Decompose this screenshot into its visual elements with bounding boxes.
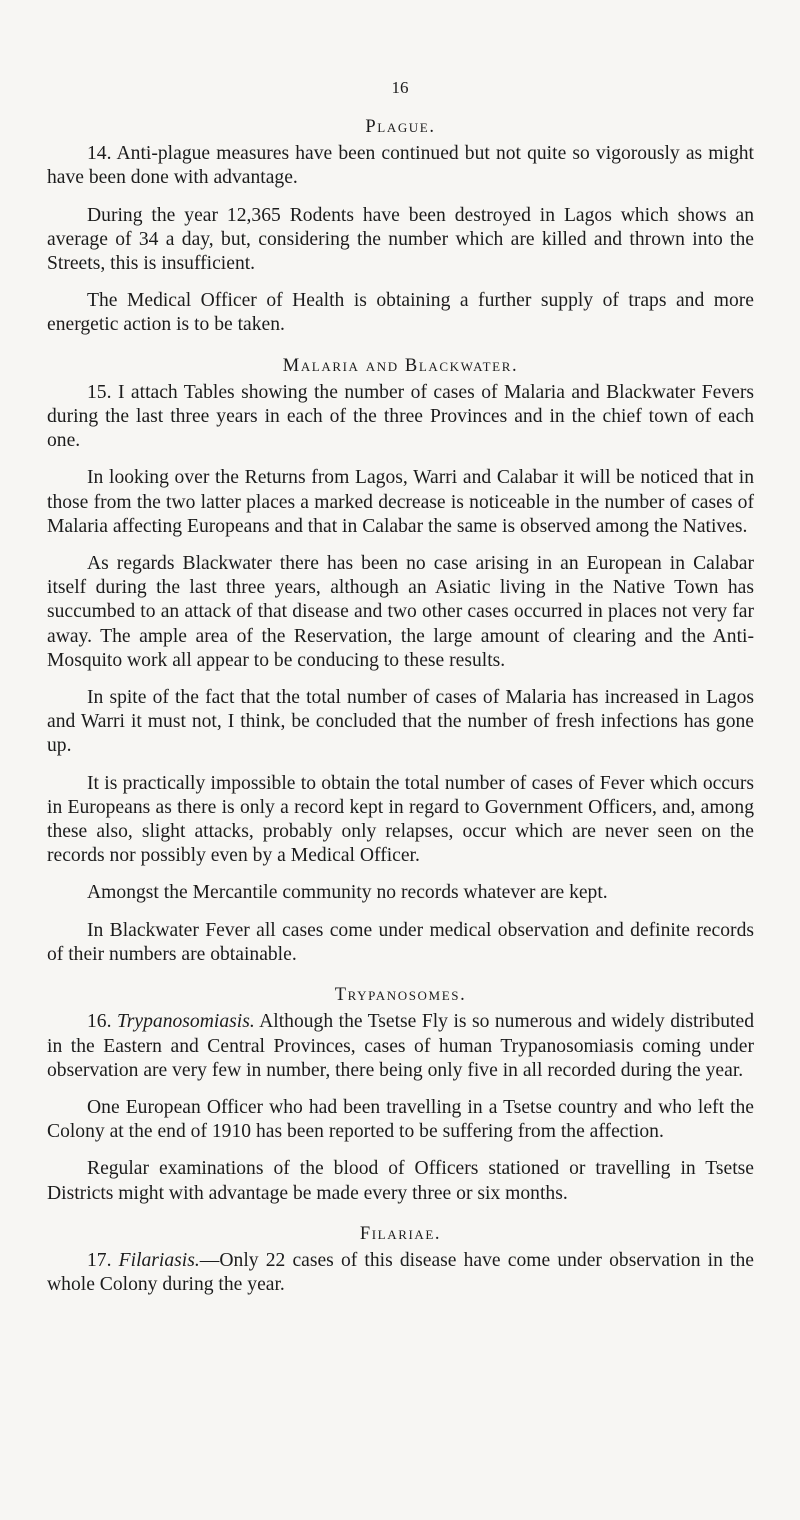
paragraph — [47, 381, 754, 454]
paragraph: Regular examinations of the blood of Officers stationed or travelling in Tsetse Districts might with advantage be made every three or six months. — [47, 1158, 754, 1204]
paragraph: One European Officer who had been travelling in a Tsetse country and who left the Colony at the end of 1910 has been reported to be suffering from the affection. — [47, 1096, 754, 1143]
paragraph: During the year 12,365 Rodents have been destroyed in Lagos which shows an average of 34 a day, but, considering the number which are killed and thrown into the Streets, this is insufficient. — [47, 204, 754, 275]
paragraph — [47, 142, 754, 190]
section-heading-malaria: Malaria and Blackwater. — [282, 355, 519, 376]
paragraph-number: 16. — [87, 1011, 112, 1033]
section-heading-plague: Plague. — [365, 117, 436, 137]
paragraph — [47, 1010, 754, 1083]
paragraph-number: 14. — [87, 143, 112, 165]
paragraph-number: 17. — [87, 1249, 112, 1271]
paragraph: In Blackwater Fever all cases come under medical observation and definite records of their numbers are obtainable. — [47, 919, 754, 965]
paragraph: The Medical Officer of Health is obtaining a further supply of traps and more energetic action is to be taken. — [47, 290, 754, 336]
paragraph-number: 15. — [87, 381, 112, 403]
paragraph-text: Although the Tsetse Fly is so numerous and widely distributed in the Eastern and Central Provinces, cases of human Trypanosomiasis coming under observation are very few in number, there being only five in all recorded during the year. — [47, 1011, 754, 1081]
page-body — [47, 115, 754, 1297]
page-number: 16 — [391, 78, 409, 97]
paragraph: In spite of the fact that the total number of cases of Malaria has increased in Lagos and Warri it must not, I think, be concluded that the number of fresh infections has gone up. — [47, 687, 754, 757]
paragraph-term: Trypanosomiasis. — [116, 1011, 255, 1033]
section-heading-trypanosomes: Trypanosomes. — [334, 985, 467, 1006]
section-heading-filariae: Filariae. — [359, 1223, 442, 1244]
paragraph: In looking over the Returns from Lagos, Warri and Calabar it will be noticed that in those from the two latter places a marked decrease is noticeable in the number of cases of Malaria affecting Europeans and that in Calabar the same is observed among the Natives. — [47, 467, 754, 537]
paragraph: Amongst the Mercantile community no records whatever are kept. — [87, 882, 608, 904]
paragraph — [47, 1249, 754, 1297]
paragraph: As regards Blackwater there has been no case arising in an European in Calabar itself during the last three years, although an Asiatic living in the Native Town has succumbed to an attack of that disease and two other cases occurred in places not very far away. The ample area of the Reservation, the large amount of clearing and the Anti-Mosquito work all appear to be conducing to these results. — [47, 553, 754, 671]
paragraph-text: Anti-plague measures have been continued but not quite so vigorously as might have been done with advantage. — [47, 143, 754, 189]
paragraph-text: —Only 22 cases of this disease have come under observation in the whole Colony during the year. — [47, 1249, 754, 1296]
paragraph-term: Filariasis. — [118, 1249, 200, 1271]
paragraph: It is practically impossible to obtain the total number of cases of Fever which occurs in Europeans as there is only a record kept in regard to Government Officers, and, among these also, slight attacks, probably only relapses, occur which are never seen on the records nor possibly even by a Medical Officer. — [47, 772, 754, 867]
paragraph-text: I attach Tables showing the number of cases of Malaria and Blackwater Fevers during the last three years in each of the three Provinces and in the chief town of each one. — [47, 381, 754, 452]
